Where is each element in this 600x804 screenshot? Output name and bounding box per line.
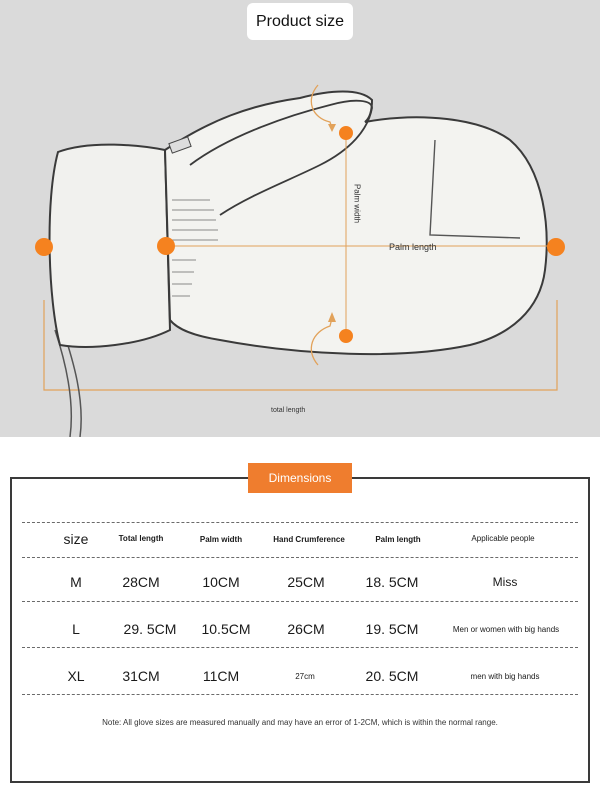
table-cell: 31CM: [122, 668, 160, 684]
table-cell: 20. 5CM: [365, 668, 419, 684]
divider: [22, 694, 578, 695]
table-cell: L: [72, 621, 80, 637]
palm-length-label: Palm length: [389, 242, 437, 252]
column-header-applicable-people: Applicable people: [471, 534, 535, 543]
glove-cuff: [50, 145, 170, 347]
table-cell: 28CM: [122, 574, 160, 590]
table-cell: M: [70, 574, 82, 590]
marker-total-left: [35, 238, 53, 256]
dimensions-section: [0, 437, 600, 804]
total-length-label: total length: [271, 407, 306, 414]
column-header-palm-width: Palm width: [199, 535, 243, 544]
table-cell: men with big hands: [470, 672, 540, 681]
table-cell: 10CM: [202, 574, 240, 590]
table-cell: 27cm: [295, 672, 315, 681]
dimensions-badge: Dimensions: [248, 463, 352, 493]
marker-width-bottom: [339, 329, 353, 343]
table-cell: 29. 5CM: [123, 621, 177, 637]
column-header-size: size: [63, 531, 89, 547]
marker-total-right: [547, 238, 565, 256]
table-cell: Miss: [492, 575, 518, 589]
table-cell: 19. 5CM: [365, 621, 419, 637]
column-header-hand-circumference: Hand Crumference: [273, 535, 345, 544]
page-title: Product size: [247, 3, 353, 40]
marker-palm-left: [157, 237, 175, 255]
table-cell: 25CM: [287, 574, 325, 590]
divider: [22, 601, 578, 602]
marker-width-top: [339, 126, 353, 140]
measurement-note: Note: All glove sizes are measured manually and may have an error of 1-2CM, which is within the normal range.: [102, 718, 498, 727]
table-cell: 10.5CM: [201, 621, 251, 637]
column-header-palm-length: Palm length: [375, 535, 421, 544]
table-cell: XL: [67, 668, 85, 684]
divider: [22, 557, 578, 558]
divider: [22, 647, 578, 648]
divider: [22, 522, 578, 523]
table-cell: 11CM: [202, 668, 240, 684]
column-header-total-length: Total length: [118, 534, 164, 543]
table-cell: 26CM: [287, 621, 325, 637]
table-cell: Men or women with big hands: [452, 625, 560, 634]
palm-width-label: Palm width: [352, 183, 362, 224]
table-cell: 18. 5CM: [365, 574, 419, 590]
